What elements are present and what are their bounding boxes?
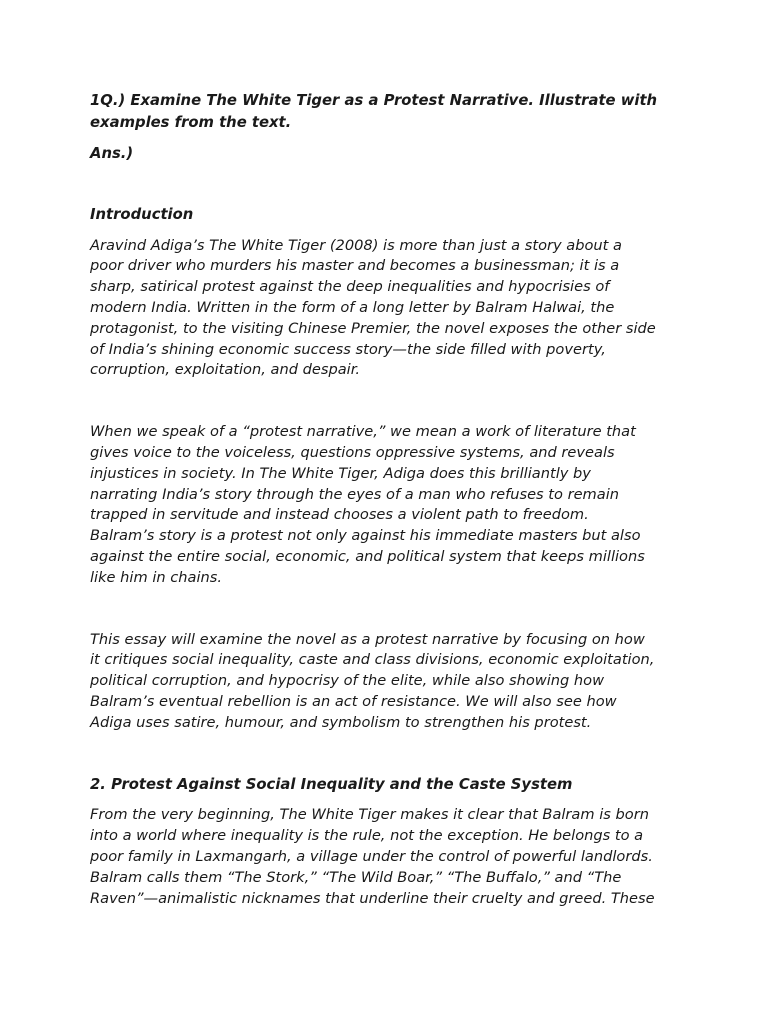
paragraph: From the very beginning, The White Tiger makes it clear that Balram is born into a world where inequality is the rule, not the exception. He belongs to a poor family in Laxmangarh, a village under the control of powerful landlords. Balram calls them “The Stork,” “The Wild Boar,” “The Buffalo,” and “The Raven”—animalistic nicknames that underline their cruelty and greed. These [90,806,655,907]
answer-label: Ans.) [90,145,134,162]
paragraph: Aravind Adiga’s The White Tiger (2008) is more than just a story about a poor driver who murders his master and becomes a businessman; it is a sharp, satirical protest against the deep inequalities and hypocrisies of modern India. Written in the form of a long letter by Balram Halwai, the protagonist, to the visiting Chinese Premier, the novel exposes the other side of India’s shining economic success story—the side filled with poverty, corruption, exploitation, and despair. [90,236,656,379]
question-text: 1Q.) Examine The White Tiger as a Protest Narrative. Illustrate with examples from the text. [90,92,658,131]
paragraph: This essay will examine the novel as a protest narrative by focusing on how it critiques social inequality, caste and class divisions, economic exploitation, political corruption, and hypocrisy of the elite, while also showing how Balram’s eventual rebellion is an act of resistance. We will also see how Adiga uses satire, humour, and symbolism to strengthen his protest. [90,630,655,731]
section-heading-introduction: Introduction [90,205,194,223]
document-page [90,90,680,950]
section-heading-social-inequality: 2. Protest Against Social Inequality and the Caste System [90,775,573,793]
paragraph: When we speak of a “protest narrative,” we mean a work of literature that gives voice to the voiceless, questions oppressive systems, and reveals injustices in society. In The White Tiger, Adiga does this brilliantly by narrating India’s story through the eyes of a man who refuses to remain trapped in servitude and instead chooses a violent path to freedom. Balram’s story is a protest not only against his immediate masters but also against the entire social, economic, and political system that keeps millions like him in chains. [90,423,645,586]
